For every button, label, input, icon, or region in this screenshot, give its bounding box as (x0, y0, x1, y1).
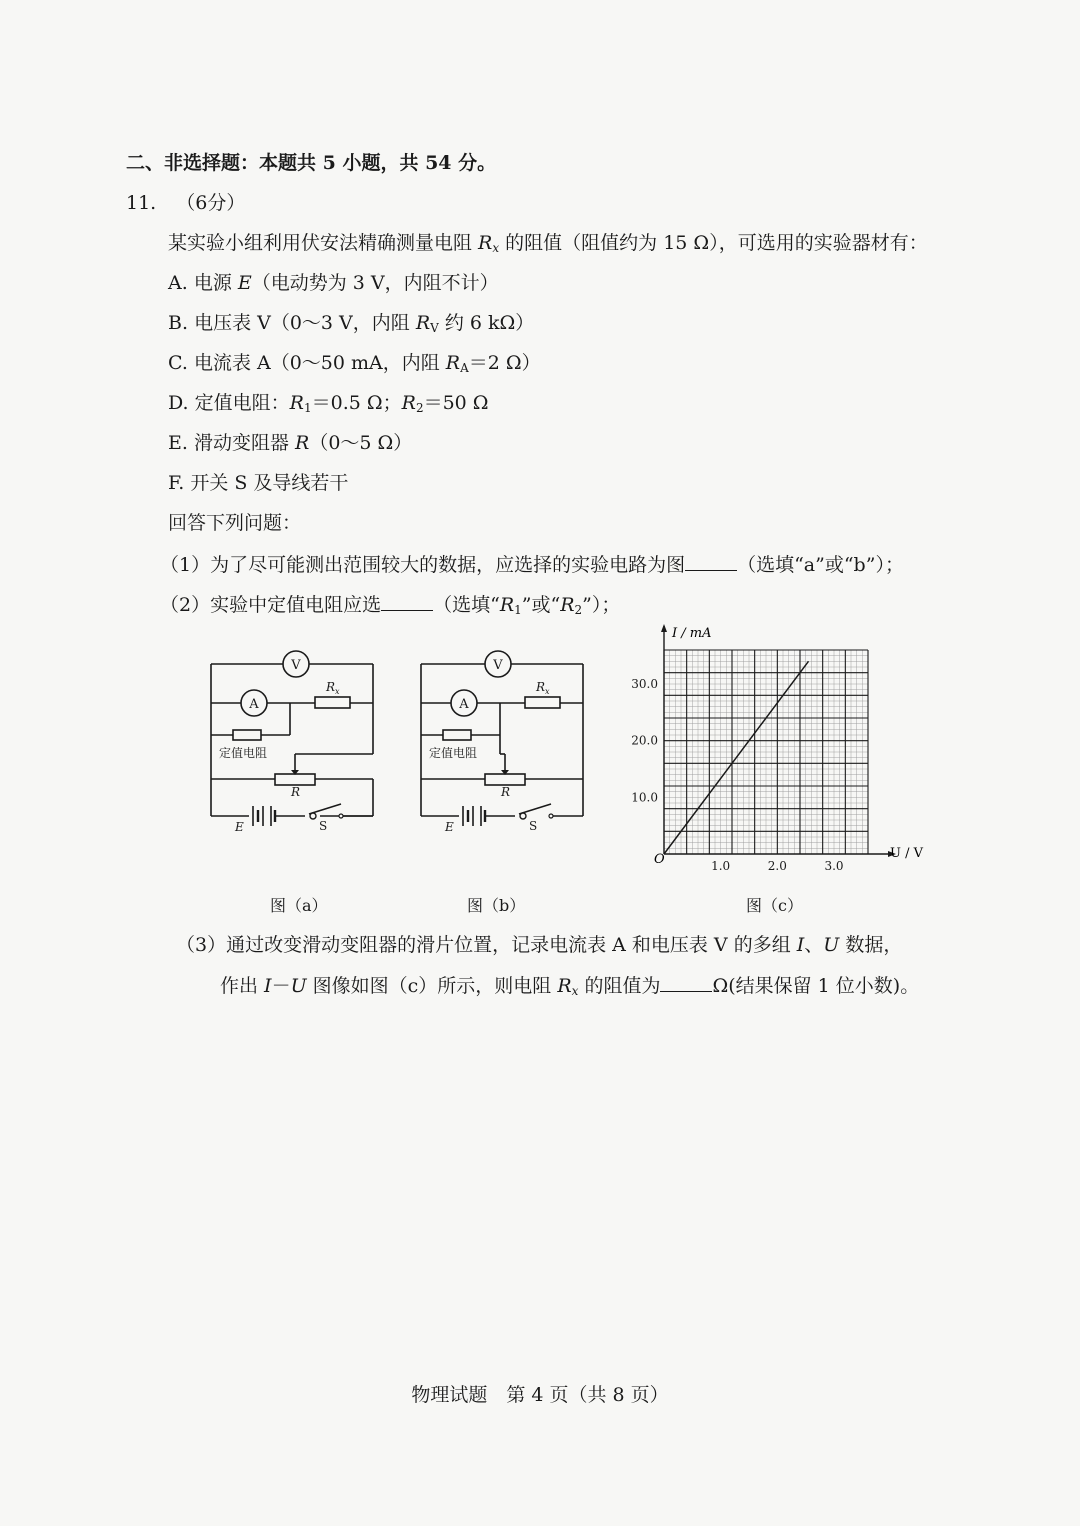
ammeter-label: A (249, 697, 259, 712)
q1-text-2: （选填“a”或“b”）； (737, 554, 904, 576)
option-label: A. (168, 272, 188, 294)
fixed-resistor-label: 定值电阻 (429, 746, 478, 760)
q2-text: ”或“ (521, 594, 561, 616)
stem-text: 某实验小组利用伏安法精确测量电阻 (168, 232, 479, 254)
sub-question-3-line-2 (220, 972, 919, 999)
stem-var: R (478, 232, 493, 254)
option-var: R (295, 432, 310, 454)
option-sub: 1 (303, 401, 312, 415)
page-footer: 物理试题 第 4 页（共 8 页） (411, 1384, 669, 1406)
option-sub: A (460, 361, 469, 375)
q3-text: 数据， (839, 934, 903, 956)
q3-text: Ω(结果保留 1 位小数)。 (712, 975, 920, 997)
ammeter-label: A (459, 697, 469, 712)
caption-b: 图（b） (467, 896, 526, 915)
q3-sub: x (571, 984, 579, 998)
option-f (168, 470, 348, 496)
switch-label: S (319, 819, 328, 833)
q2-sub: 2 (574, 603, 583, 617)
question-stem (168, 230, 928, 256)
caption-a: 图（a） (270, 896, 328, 915)
q3-text: 作出 (220, 975, 265, 997)
option-text: 滑动变阻器 (193, 432, 296, 454)
stem-sub: x (492, 241, 500, 255)
option-text: 电压表 V（0～3 V，内阻 (194, 312, 416, 334)
y-axis-var: I / mA (672, 626, 712, 641)
option-label: F. (168, 472, 185, 494)
answer-blank[interactable] (660, 972, 712, 992)
answer-blank[interactable] (685, 551, 737, 571)
iu-graph (618, 622, 938, 872)
q3-text: 、 (804, 934, 824, 956)
emf-label: E (445, 820, 454, 834)
question-header (126, 190, 245, 216)
option-label: B. (168, 312, 189, 334)
option-text: 开关 S 及导线若干 (190, 472, 349, 494)
q2-text: （2）实验中定值电阻应选 (160, 594, 382, 616)
x-tick-label: 3.0 (824, 859, 844, 872)
question-number: 11. (126, 192, 157, 214)
emf-label: E (235, 820, 244, 834)
option-e (168, 430, 412, 456)
rheostat-label: R (291, 785, 301, 799)
option-b (168, 310, 534, 336)
sub-question-2 (160, 591, 620, 618)
option-label: C. (168, 352, 188, 374)
minor-grid (664, 650, 868, 854)
option-sub: 2 (415, 401, 424, 415)
rx-label: R (326, 680, 336, 694)
option-c (168, 350, 541, 376)
section-title: 二、非选择题：本题共 5 小题，共 54 分。 (126, 152, 497, 174)
y-axis-label (671, 626, 712, 641)
option-var: E (237, 272, 252, 294)
option-text: 电流表 A（0～50 mA，内阻 (193, 352, 446, 374)
x-axis-label: U / V (890, 846, 923, 861)
q3-text: 的阻值为 (578, 975, 661, 997)
y-tick-label: 10.0 (631, 790, 658, 805)
option-d (168, 390, 489, 416)
option-label: E. (168, 432, 188, 454)
q3-var: U (290, 975, 307, 997)
option-text: 约 6 kΩ） (438, 312, 535, 334)
circuit-diagram-b (415, 648, 590, 838)
rx-subscript: x (335, 687, 340, 696)
voltmeter-label: V (291, 658, 301, 673)
option-text: （电动势为 3 V，内阻不计） (251, 272, 499, 294)
q3-text: － (271, 975, 291, 997)
option-text: ＝0.5 Ω； (311, 392, 402, 414)
q3-var: I (264, 975, 272, 997)
y-axis-arrow (661, 624, 667, 632)
sub-question-1 (160, 551, 904, 578)
option-text: 电源 (193, 272, 238, 294)
option-label: D. (168, 392, 189, 414)
origin-label: O (654, 852, 665, 867)
q3-text: （3）通过改变滑动变阻器的滑片位置，记录电流表 A 和电压表 V 的多组 (176, 934, 797, 956)
switch-label: S (529, 819, 538, 833)
option-var: R (445, 352, 461, 374)
x-tick-label: 2.0 (767, 859, 787, 872)
option-a (168, 270, 499, 296)
answer-blank[interactable] (381, 591, 433, 611)
q2-text: ”）； (582, 594, 621, 616)
x-tick-label: 1.0 (711, 859, 731, 872)
answer-prompt: 回答下列问题： (168, 512, 302, 534)
option-var: R (401, 392, 416, 414)
sub-question-3 (176, 932, 902, 958)
rx-subscript: x (545, 687, 550, 696)
option-var: R (289, 392, 304, 414)
voltmeter-label: V (493, 658, 503, 673)
option-text: （0～5 Ω） (309, 432, 413, 454)
option-sub: V (430, 321, 439, 335)
q3-var: I (796, 934, 805, 956)
q2-sub: 1 (514, 603, 522, 617)
stem-text-2: 的阻值（阻值约为 15 Ω），可选用的实验器材有： (499, 232, 928, 254)
q2-text: （选填“ (433, 594, 500, 616)
circuit-diagram-a (205, 648, 380, 838)
q3-var: U (823, 934, 840, 956)
q2-var: R (499, 594, 515, 616)
caption-c: 图（c） (746, 896, 803, 915)
q1-text: （1）为了尽可能测出范围较大的数据，应选择的实验电路为图 (160, 554, 686, 576)
rx-label: R (536, 680, 546, 694)
option-text: 定值电阻： (194, 392, 290, 414)
option-text: ＝2 Ω） (468, 352, 541, 374)
fixed-resistor-label: 定值电阻 (219, 746, 268, 760)
q2-var: R (560, 594, 575, 616)
q3-var: R (557, 975, 572, 997)
y-tick-label: 30.0 (631, 677, 658, 691)
option-text: ＝50 Ω (423, 392, 489, 414)
y-tick-label: 20.0 (631, 733, 658, 748)
question-points: （6分） (176, 192, 246, 214)
q3-text: 图像如图（c）所示，则电阻 (306, 975, 558, 997)
rheostat-label: R (501, 785, 511, 799)
option-var: R (415, 312, 431, 334)
